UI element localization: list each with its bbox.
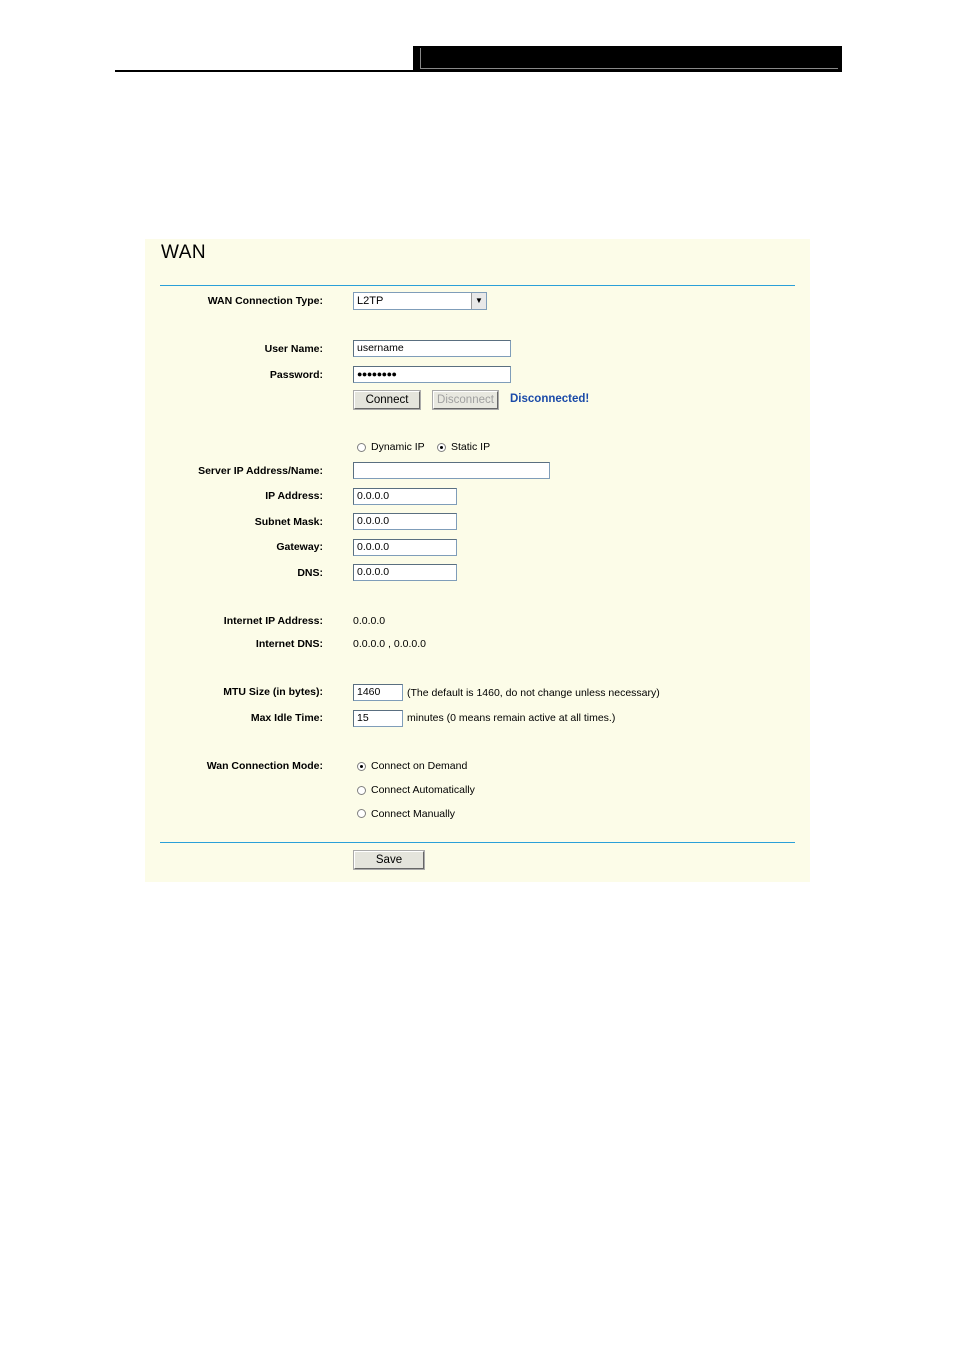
subnet-mask-input[interactable]: 0.0.0.0 (353, 513, 457, 530)
disconnect-button[interactable]: Disconnect (433, 391, 498, 409)
header-bar (413, 46, 842, 72)
static-ip-label: Static IP (451, 441, 491, 453)
static-ip-radio[interactable] (437, 443, 446, 452)
gateway-label: Gateway: (276, 541, 323, 553)
internet-dns-value: 0.0.0.0 , 0.0.0.0 (353, 638, 426, 650)
gateway-input[interactable]: 0.0.0.0 (353, 539, 457, 556)
wan-settings-panel (145, 239, 810, 882)
server-ip-label: Server IP Address/Name: (198, 465, 323, 477)
password-label: Password: (269, 369, 323, 381)
connection-type-label: WAN Connection Type: (207, 295, 323, 307)
password-input[interactable]: ●●●●●●●● (353, 366, 511, 383)
top-divider (160, 285, 795, 286)
subnet-mask-label: Subnet Mask: (254, 516, 323, 528)
mtu-label: MTU Size (in bytes): (223, 686, 323, 698)
connect-manually-radio[interactable] (357, 809, 366, 818)
connection-status: Disconnected! (510, 393, 590, 405)
user-name-input[interactable]: username (353, 340, 511, 357)
dns-input[interactable]: 0.0.0.0 (353, 564, 457, 581)
ip-address-input[interactable]: 0.0.0.0 (353, 488, 457, 505)
max-idle-note: minutes (0 means remain active at all times.) (407, 712, 616, 724)
save-button[interactable]: Save (354, 851, 424, 869)
page-title: WAN (161, 242, 207, 263)
connection-type-select[interactable] (353, 292, 487, 310)
internet-dns-label: Internet DNS: (255, 638, 323, 650)
connect-button[interactable]: Connect (354, 391, 420, 409)
ip-address-label: IP Address: (265, 490, 323, 502)
dynamic-ip-label: Dynamic IP (371, 441, 425, 453)
server-ip-input[interactable] (353, 462, 550, 479)
connection-type-value: L2TP (357, 295, 384, 307)
connect-on-demand-label: Connect on Demand (371, 760, 468, 772)
bottom-divider (160, 842, 795, 843)
internet-ip-label: Internet IP Address: (223, 615, 323, 627)
mtu-input[interactable]: 1460 (353, 684, 403, 701)
dynamic-ip-radio[interactable] (357, 443, 366, 452)
connection-mode-label: Wan Connection Mode: (206, 760, 323, 772)
max-idle-input[interactable]: 15 (353, 710, 403, 727)
internet-ip-value: 0.0.0.0 (353, 615, 386, 627)
connect-on-demand-radio[interactable] (357, 762, 366, 771)
mtu-note: (The default is 1460, do not change unless necessary) (407, 687, 660, 699)
max-idle-label: Max Idle Time: (250, 712, 323, 724)
connect-automatically-radio[interactable] (357, 786, 366, 795)
dns-label: DNS: (297, 567, 323, 579)
connect-automatically-label: Connect Automatically (371, 784, 475, 796)
chevron-down-icon[interactable]: ▼ (471, 293, 486, 309)
user-name-label: User Name: (264, 343, 323, 355)
connect-manually-label: Connect Manually (371, 808, 456, 820)
